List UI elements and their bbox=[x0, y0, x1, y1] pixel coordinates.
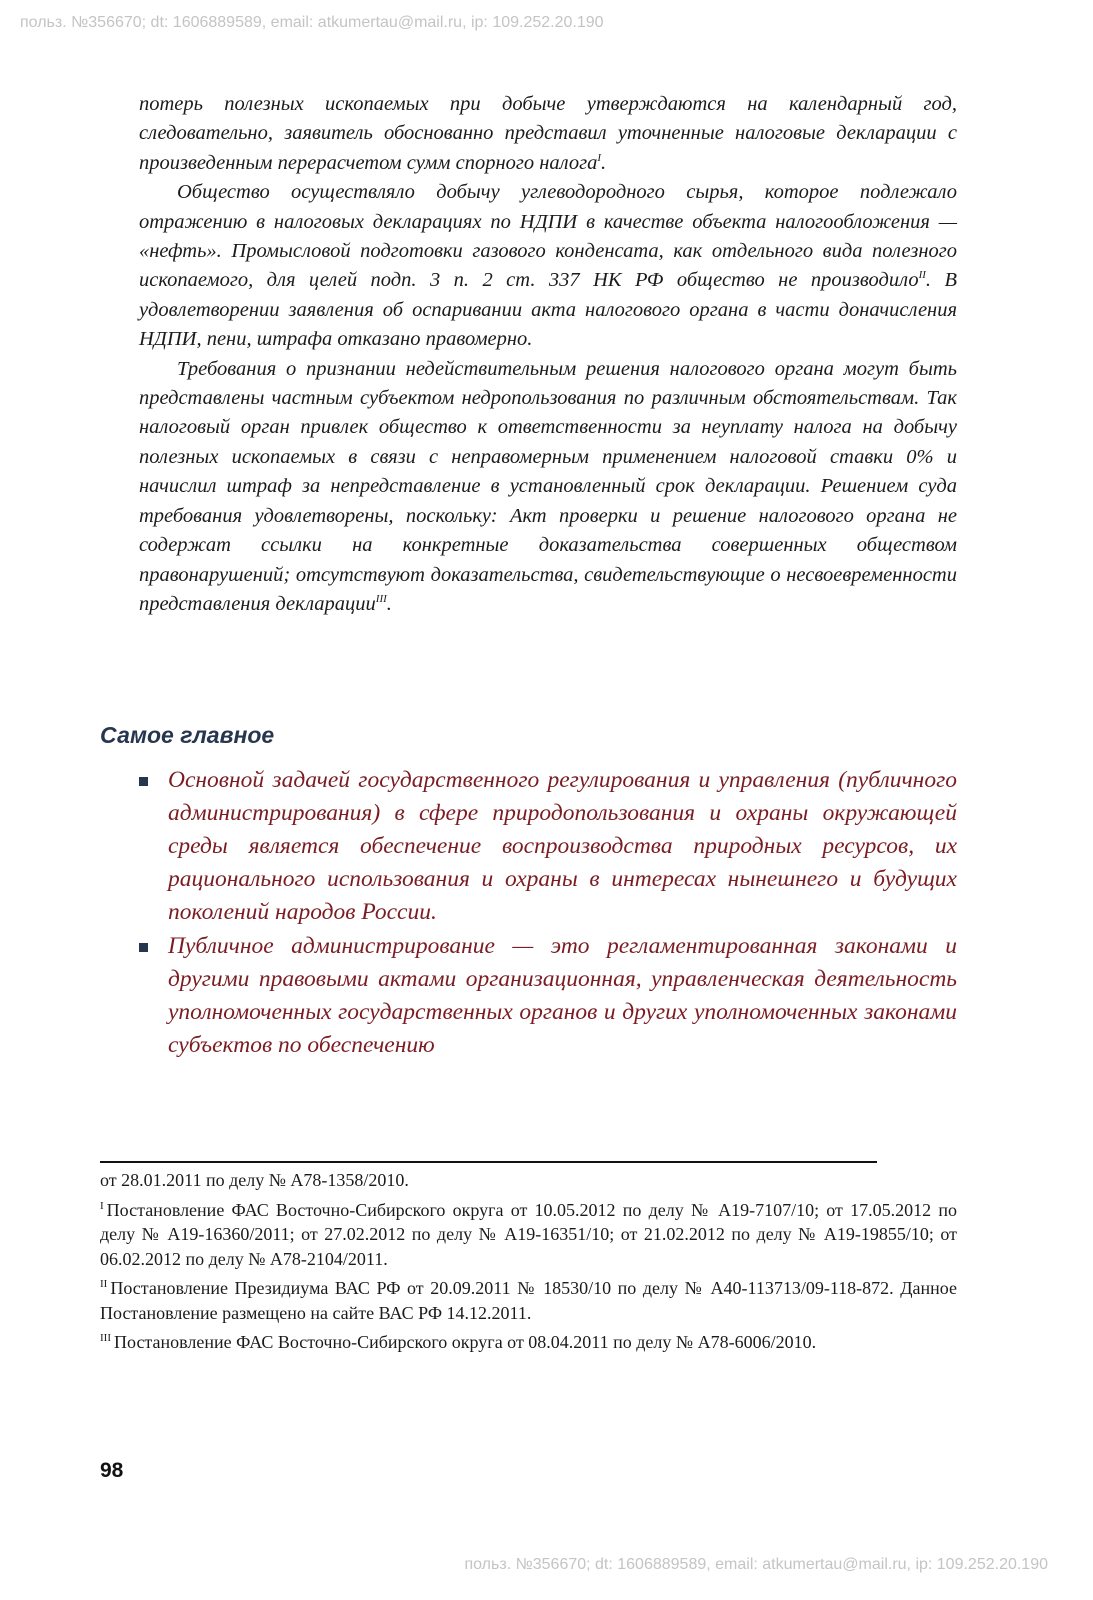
section-title: Самое главное bbox=[100, 722, 275, 748]
watermark-bottom: польз. №356670; dt: 1606889589, email: atkumertau@mail.ru, ip: 109.252.20.190 bbox=[464, 1556, 1048, 1573]
list-item: Основной задачей государственного регулирования и управления (публичного администрирования) в сфере природопользования и охраны окружающей среды является обеспечение воспроизводства природных ресурсов, их рационального использования и охраны в интересах нынешнего и будущих поколений народов России. bbox=[139, 764, 957, 929]
footnote-mark: III bbox=[100, 1332, 111, 1344]
page-number: 98 bbox=[100, 1459, 124, 1482]
paragraph-3: Требования о признании недействительным решения налогового органа могут быть представлены частным субъектом недропользования по различным обстоятельствам. Так налоговый орган привлек общество к ответственности за неуплату налога на добычу полезных ископаемых в связи с неправомерным применением налоговой ставки 0% и начислил штраф за непредставление в установленный срок декларации. Решением суда требования удовлетворены, поскольку: Акт проверки и решение налогового органа не содержат ссылки на конкретные доказательства совершенных обществом правонарушений; отсутствуют доказательства, свидетельствующие о несвоевременности представления декларации$^{III}$. bbox=[139, 357, 957, 615]
footnote-ref-3[interactable]: III bbox=[375, 592, 387, 605]
paragraph-2: Общество осуществляло добычу углеводородного сырья, которое подлежало отражению в налоговых декларациях по НДПИ в качестве объекта налогообложения — «нефть». Промысловой подготовки газового конденсата, как отдельного вида полезного ископаемого, для целей подп. 3 п. 2 ст. 337 НК РФ общество не производило$^{II}$. В удовлетворении заявления об оспаривании акта налогового органа в части доначисления НДПИ, пени, штрафа отказано правомерно. bbox=[139, 181, 957, 351]
footnote-2: $^{II}$ Постановление Президиума ВАС РФ от 20.09.2011 № 18530/10 по делу № А40-113713/09-118-872. Данное Постановление размещено на сайте ВАС РФ 14.12.2011. bbox=[100, 1278, 957, 1323]
footnote-mark: II bbox=[100, 1278, 108, 1290]
footnote-divider bbox=[100, 1161, 877, 1163]
square-bullet-icon bbox=[139, 777, 148, 786]
square-bullet-icon bbox=[139, 943, 148, 952]
footnote-3: $^{III}$ Постановление ФАС Восточно-Сибирского округа от 08.04.2011 по делу № А78-6006/2010. bbox=[100, 1332, 817, 1352]
watermark-top: польз. №356670; dt: 1606889589, email: atkumertau@mail.ru, ip: 109.252.20.190 bbox=[20, 14, 604, 31]
footnote-ref-2[interactable]: II bbox=[918, 269, 926, 282]
footnote-continuation: от 28.01.2011 по делу № А78-1358/2010. bbox=[100, 1170, 409, 1190]
paragraph-1: потерь полезных ископаемых при добыче утверждаются на календарный год, следовательно, заявитель обоснованно представил уточненные налоговые декларации с произведенным перерасчетом сумм спорного налога$^I$. bbox=[139, 93, 957, 174]
footnote-ref-1[interactable]: I bbox=[597, 151, 602, 164]
footnote-1: $^I$ Постановление ФАС Восточно-Сибирского округа от 10.05.2012 по делу № А19-7107/10; от 17.05.2012 по делу № А19-16360/2011; от 27.02.2012 по делу № А19-16351/10; от 21.02.2012 по делу № А19-19855/10; от 06.02.2012 по делу № А78-2104/2011. bbox=[100, 1199, 957, 1269]
body-text bbox=[139, 90, 957, 619]
footnote-mark: I bbox=[100, 1199, 104, 1212]
key-points-list bbox=[139, 764, 957, 1063]
footnotes bbox=[100, 1168, 957, 1360]
list-item: Публичное администрирование — это регламентированная законами и другими правовыми актами организационная, управленческая деятельность уполномоченных государственных органов и других уполномоченных законами субъектов по обеспечению bbox=[139, 930, 957, 1062]
